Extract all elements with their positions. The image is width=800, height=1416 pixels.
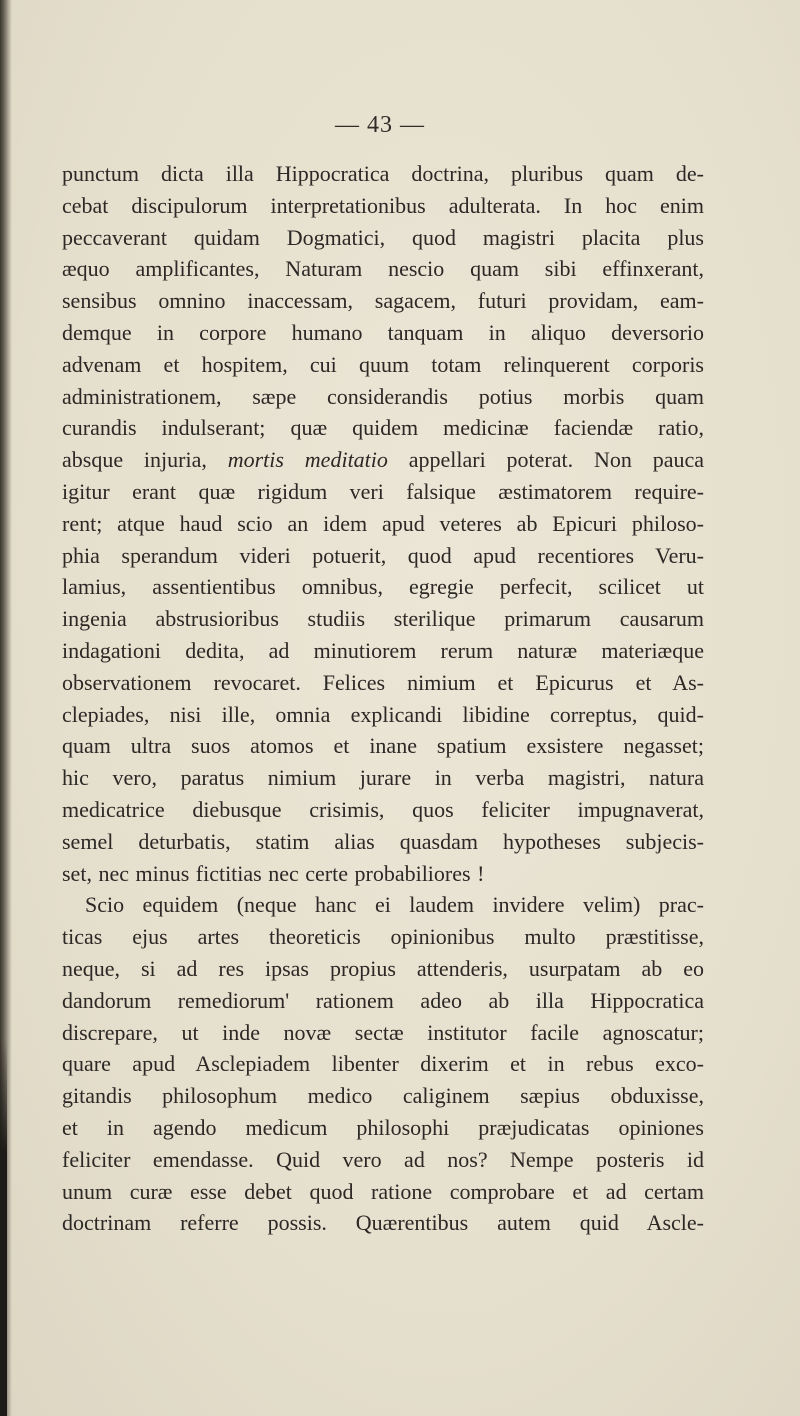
text-line: cebat discipulorum interpretationibus adulterata. In hoc enim xyxy=(62,192,704,218)
italic-phrase: mortis meditatio xyxy=(227,447,388,473)
text-line: unum curæ esse debet quod ratione comprobare et ad certam xyxy=(62,1178,704,1204)
text-line: semel deturbatis, statim alias quasdam hypotheses subjecis- xyxy=(62,828,704,854)
text-line: advenam et hospitem, cui quum totam relinquerent corporis xyxy=(62,351,704,377)
text-line: sensibus omnino inaccessam, sagacem, futuri providam, eam- xyxy=(62,288,704,314)
text-line: quam ultra suos atomos et inane spatium exsistere negasset; xyxy=(62,733,704,759)
text-line: ingenia abstrusioribus studiis sterilique primarum causarum xyxy=(62,606,704,632)
text-line: æquo amplificantes, Naturam nescio quam sibi effinxerant, xyxy=(62,256,704,282)
text-line: observationem revocaret. Felices nimium et Epicurus et As- xyxy=(62,669,704,695)
text-line: feliciter emendasse. Quid vero ad nos? Nempe posteris id xyxy=(62,1146,704,1172)
text-line: set, nec minus fictitias nec certe probabiliores ! xyxy=(62,860,485,886)
text-line: demque in corpore humano tanquam in aliquo deversorio xyxy=(62,319,704,345)
text-line: lamius, assentientibus omnibus, egregie perfecit, scilicet ut xyxy=(62,574,704,600)
text-line: punctum dicta illa Hippocratica doctrina, pluribus quam de- xyxy=(62,161,704,186)
text-line: administrationem, sæpe considerandis potius morbis quam xyxy=(62,383,704,409)
text-line: gitandis philosophum medico caliginem sæpius obduxisse, xyxy=(62,1083,704,1109)
text-line: indagationi dedita, ad minutiorem rerum naturæ materiæque xyxy=(62,637,704,663)
text-line: ticas ejus artes theoreticis opinionibus multo præstitisse, xyxy=(62,924,704,950)
text-line: medicatrice diebusque crisimis, quos feliciter impugnaverat, xyxy=(62,796,704,822)
text-line: neque, si ad res ipsas propius attenderis, usurpatam ab eo xyxy=(62,955,704,981)
text-line: Scio equidem (neque hanc ei laudem invidere velim) prac- xyxy=(85,892,704,918)
text-line: hic vero, paratus nimium jurare in verba magistri, natura xyxy=(62,765,704,791)
text-line: igitur erant quæ rigidum veri falsique æstimatorem require- xyxy=(62,478,704,504)
text-line: et in agendo medicum philosophi præjudicatas opiniones xyxy=(62,1114,704,1140)
text-fragment: appellari poterat. Non pauca xyxy=(387,447,704,473)
text-line: curandis indulserant; quæ quidem medicinæ faciendæ ratio, xyxy=(62,415,704,441)
text-line: doctrinam referre possis. Quærentibus autem quid Ascle- xyxy=(62,1210,704,1236)
text-line-with-italic xyxy=(62,444,704,476)
book-spine-edge xyxy=(0,1040,7,1416)
text-line: clepiades, nisi ille, omnia explicandi libidine correptus, quid- xyxy=(62,701,704,727)
text-line: dandorum remediorum' rationem adeo ab illa Hippocratica xyxy=(62,987,704,1013)
text-line: rent; atque haud scio an idem apud veteres ab Epicuri philoso- xyxy=(62,510,704,536)
page-number: — 43 — xyxy=(335,112,425,138)
text-line: phia sperandum videri potuerit, quod apud recentiores Veru- xyxy=(62,542,704,568)
text-line: discrepare, ut inde novæ sectæ institutor facile agnoscatur; xyxy=(62,1019,704,1045)
text-line: quare apud Asclepiadem libenter dixerim et in rebus exco- xyxy=(62,1051,704,1077)
text-fragment: absque injuria, xyxy=(62,447,228,473)
body-text xyxy=(62,158,704,1239)
text-line: peccaverant quidam Dogmatici, quod magistri placita plus xyxy=(62,224,704,250)
